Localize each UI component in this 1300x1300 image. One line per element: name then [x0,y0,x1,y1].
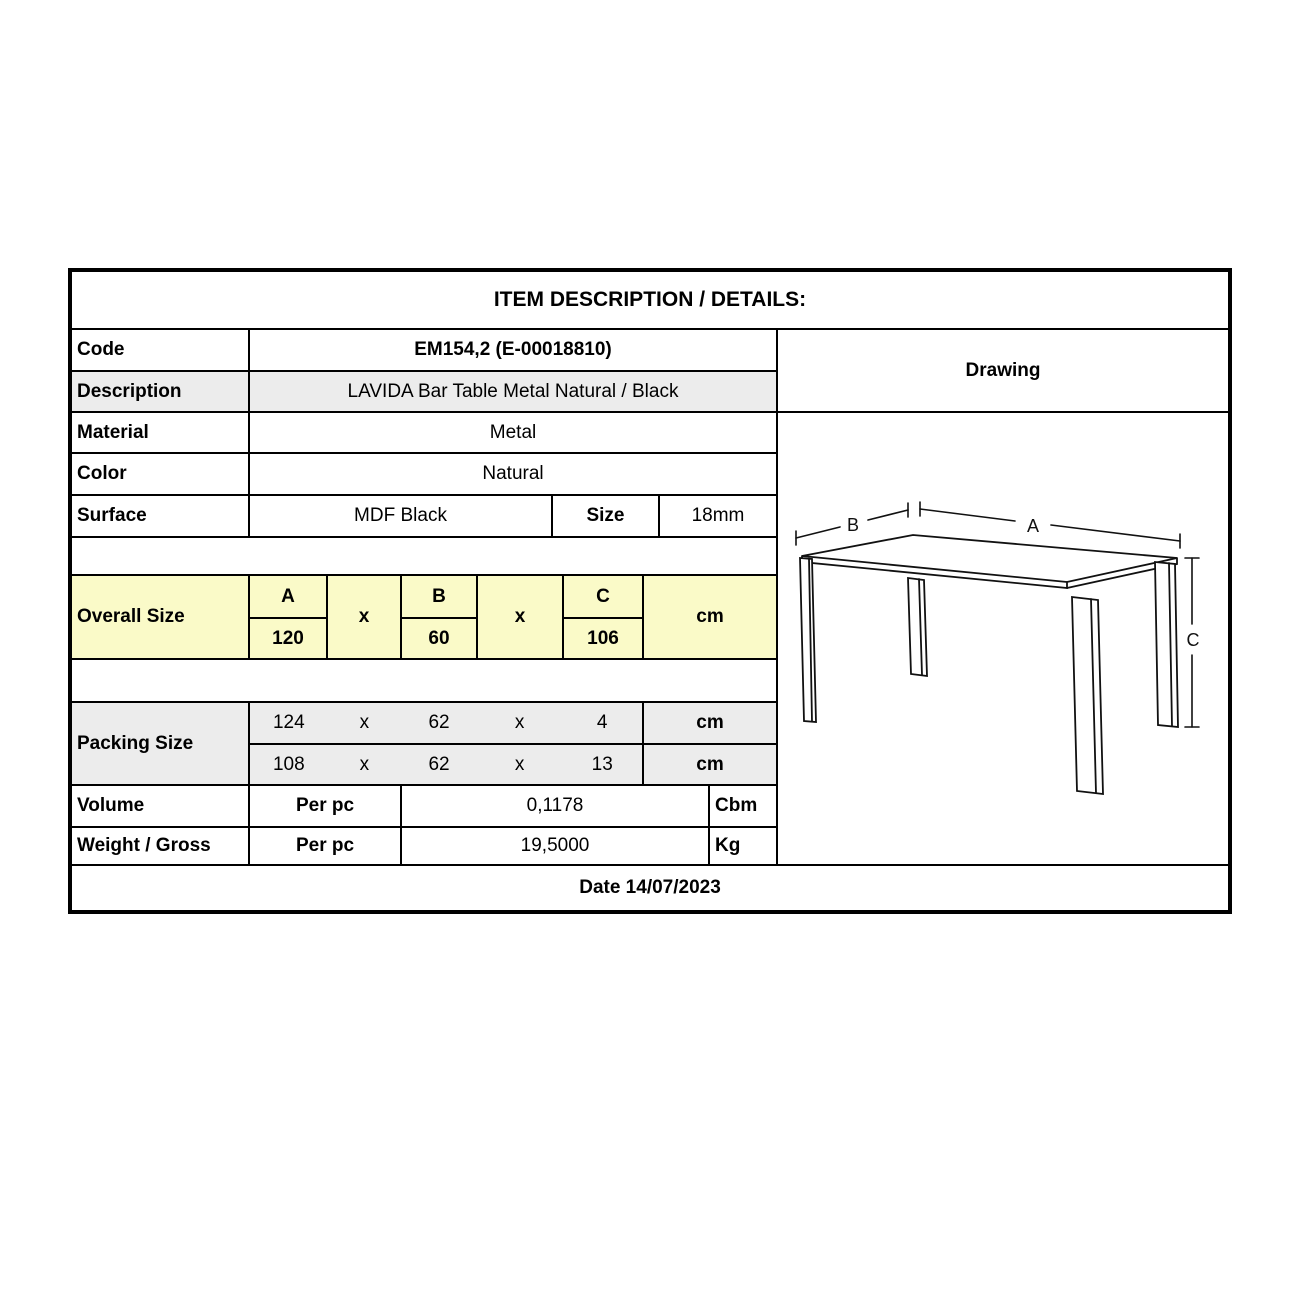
packing-value: 4 [596,712,608,733]
packing-row-1-values [250,703,644,745]
table-drawing [778,412,1228,865]
packing-value: 62 [428,712,450,733]
spacer-row [72,538,778,576]
drawing-dim-a-label: A [1026,516,1040,536]
description-value: LAVIDA Bar Table Metal Natural / Black [250,372,778,413]
packing-sep: x [514,753,525,775]
code-label: Code [72,330,250,372]
drawing-dim-c-label: C [1186,630,1200,650]
date-row: Date 14/07/2023 [72,866,1228,910]
drawing-header: Drawing [778,330,1228,413]
weight-unit: Kg [710,828,778,866]
overall-unit: cm [644,576,778,660]
packing-value: 62 [428,753,450,775]
overall-dim-b-value: 60 [402,619,478,660]
surface-size-label: Size [553,496,660,538]
drawing-canvas [778,413,1228,866]
overall-dim-c-value: 106 [564,619,644,660]
surface-size-value: 18mm [660,496,778,538]
surface-value: MDF Black [250,496,553,538]
packing-value: 13 [591,753,613,775]
volume-per: Per pc [250,786,402,828]
packing-row-1-unit: cm [644,703,778,745]
packing-sep: x [359,712,370,733]
surface-label: Surface [72,496,250,538]
overall-sep-2: x [478,576,564,660]
packing-value: 124 [272,712,305,733]
packing-row-2-values [250,745,644,786]
table-title: ITEM DESCRIPTION / DETAILS: [72,272,1228,330]
code-value: EM154,2 (E-00018810) [250,330,778,372]
weight-label: Weight / Gross [72,828,250,866]
color-value: Natural [250,454,778,496]
volume-unit: Cbm [710,786,778,828]
weight-value: 19,5000 [402,828,710,866]
volume-value: 0,1178 [402,786,710,828]
material-value: Metal [250,413,778,454]
color-label: Color [72,454,250,496]
overall-dim-b-letter: B [402,576,478,619]
overall-dim-a-letter: A [250,576,328,619]
packing-size-label: Packing Size [72,703,250,786]
description-label: Description [72,372,250,413]
volume-label: Volume [72,786,250,828]
packing-value: 108 [272,753,305,775]
packing-row-2-unit: cm [644,745,778,786]
material-label: Material [72,413,250,454]
packing-sep: x [359,753,370,775]
item-spec-table [68,268,1232,914]
overall-dim-a-value: 120 [250,619,328,660]
weight-per: Per pc [250,828,402,866]
spacer-row [72,660,778,703]
packing-sep: x [514,712,525,733]
overall-sep-1: x [328,576,402,660]
overall-dim-c-letter: C [564,576,644,619]
drawing-dim-b-label: B [846,515,860,535]
overall-size-label: Overall Size [72,576,250,660]
